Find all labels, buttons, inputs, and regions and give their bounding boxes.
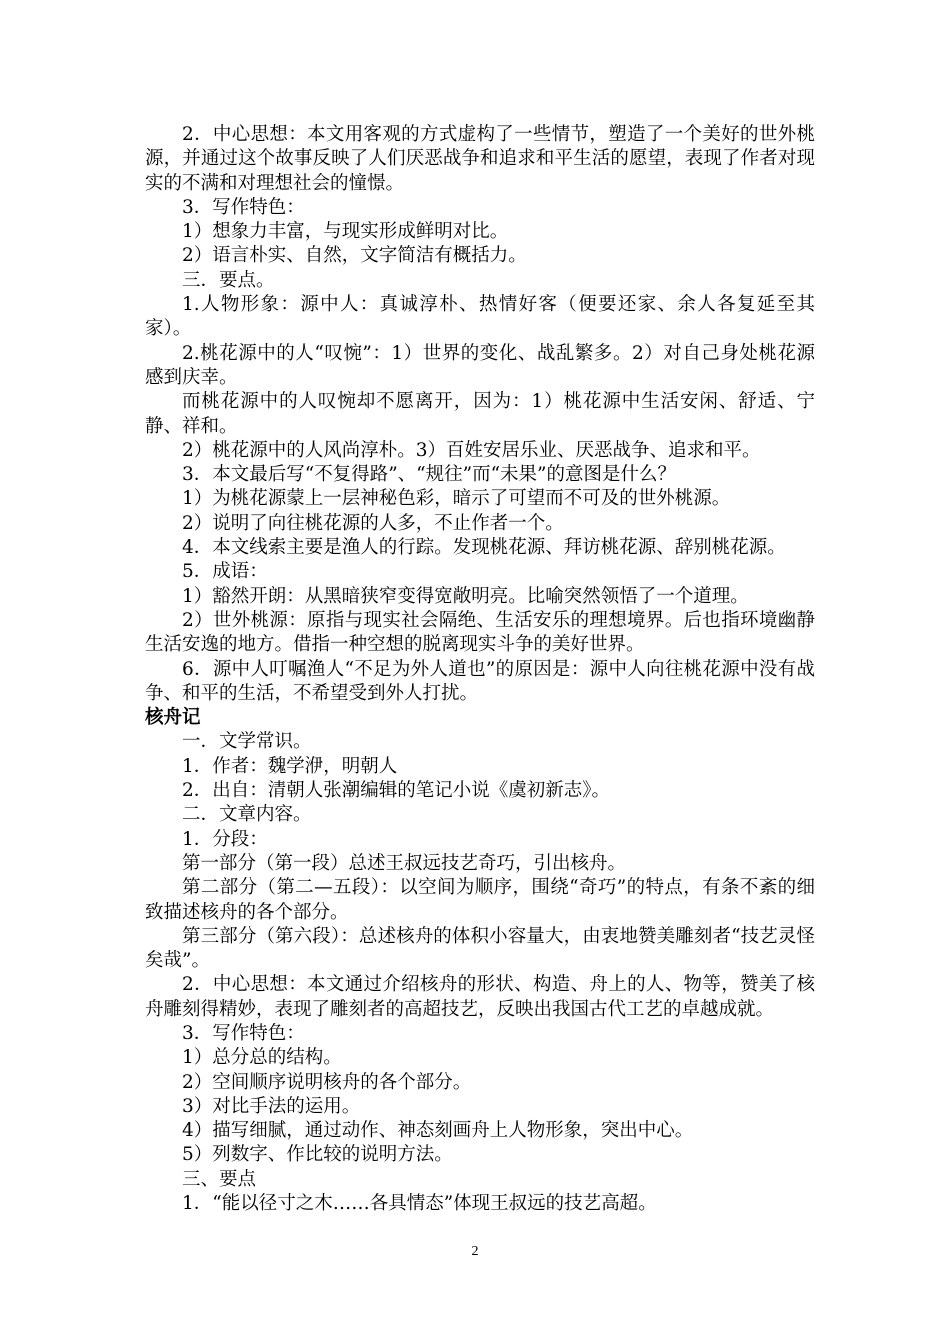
paragraph: 1）总分总的结构。 — [182, 1047, 342, 1069]
paragraph: 2．出自：清朝人张潮编辑的笔记小说《虞初新志》。 — [182, 780, 611, 802]
paragraph: 2）语言朴实、自然，文字简洁有概括力。 — [182, 245, 527, 267]
paragraph: 6．源中人叮嘱渔人“不足为外人道也”的原因是：源中人向往桃花源中没有战争、和平的生活，不希望受到外人打扰。 — [145, 658, 815, 704]
paragraph: 5．成语： — [182, 561, 268, 583]
page-number: 2 — [471, 1244, 479, 1259]
paragraph: 1．分段： — [182, 828, 268, 850]
paragraph: 5）列数字、作比较的说明方法。 — [182, 1144, 453, 1166]
paragraph: 2．中心思想：本文用客观的方式虚构了一些情节，塑造了一个美好的世外桃源，并通过这个故事反映了人们厌恶战争和追求和平生活的愿望，表现了作者对现实的不满和对理想社会的憧憬。 — [145, 124, 815, 194]
paragraph: 2）世外桃源：原指与现实社会隔绝、生活安乐的理想境界。后也指环境幽静生活安逸的地方。借指一种空想的脱离现实斗争的美好世界。 — [145, 609, 815, 656]
paragraph: 3．写作特色： — [182, 196, 305, 218]
paragraph: 1.人物形象：源中人：真诚淳朴、热情好客（便要还家、余人各复延至其家）。 — [145, 294, 815, 340]
section-title: 核舟记 — [145, 707, 201, 729]
paragraph: 1．“能以径寸之木……各具情态”体现王叔远的技艺高超。 — [182, 1193, 657, 1215]
paragraph: 2．中心思想：本文通过介绍核舟的形状、构造、舟上的人、物等，赞美了核舟雕刻得精妙，表现了雕刻者的高超技艺，反映出我国古代工艺的卓越成就。 — [145, 974, 815, 1020]
paragraph: 2）桃花源中的人风尚淳朴。3）百姓安居乐业、厌恶战争、追求和平。 — [182, 439, 761, 461]
paragraph: 1）豁然开朗：从黑暗狭窄变得宽敞明亮。比喻突然领悟了一个道理。 — [182, 585, 749, 607]
paragraph: 第一部分（第一段）总述王叔远技艺奇巧，引出核舟。 — [182, 852, 627, 874]
paragraph: 1）想象力丰富，与现实形成鲜明对比。 — [182, 221, 509, 243]
paragraph: 一．文学常识。 — [182, 731, 312, 753]
paragraph: 3．本文最后写“不复得路”、“规往”而“未果”的意图是什么？ — [182, 464, 677, 486]
paragraph: 2.桃花源中的人“叹惋”：1）世界的变化、战乱繁多。2）对自己身处桃花源感到庆幸。 — [145, 342, 815, 388]
page-body — [145, 123, 815, 1216]
paragraph: 3）对比手法的运用。 — [182, 1095, 361, 1117]
paragraph: 二．文章内容。 — [182, 804, 312, 826]
paragraph: 三．要点。 — [182, 269, 275, 291]
paragraph: 4．本文线索主要是渔人的行踪。发现桃花源、拜访桃花源、辞别桃花源。 — [182, 537, 786, 559]
paragraph: 第二部分（第二—五段）：以空间为顺序，围绕“奇巧”的特点，有条不紊的细致描述核舟的各个部分。 — [145, 877, 815, 923]
paragraph: 第三部分（第六段）：总述核舟的体积小容量大，由衷地赞美雕刻者“技艺灵怪矣哉”。 — [145, 925, 815, 972]
paragraph: 4）描写细腻，通过动作、神态刻画舟上人物形象，突出中心。 — [182, 1120, 694, 1142]
paragraph: 2）说明了向往桃花源的人多，不止作者一个。 — [182, 512, 564, 534]
paragraph: 三、要点 — [182, 1168, 257, 1190]
paragraph: 1．作者：魏学洢，明朝人 — [182, 755, 398, 777]
paragraph: 2）空间顺序说明核舟的各个部分。 — [182, 1071, 472, 1093]
paragraph: 而桃花源中的人叹惋却不愿离开，因为：1）桃花源中生活安闲、舒适、宁静、祥和。 — [145, 391, 815, 437]
paragraph: 3．写作特色： — [182, 1022, 305, 1044]
paragraph: 1）为桃花源蒙上一层神秘色彩，暗示了可望而不可及的世外桃源。 — [182, 488, 731, 510]
